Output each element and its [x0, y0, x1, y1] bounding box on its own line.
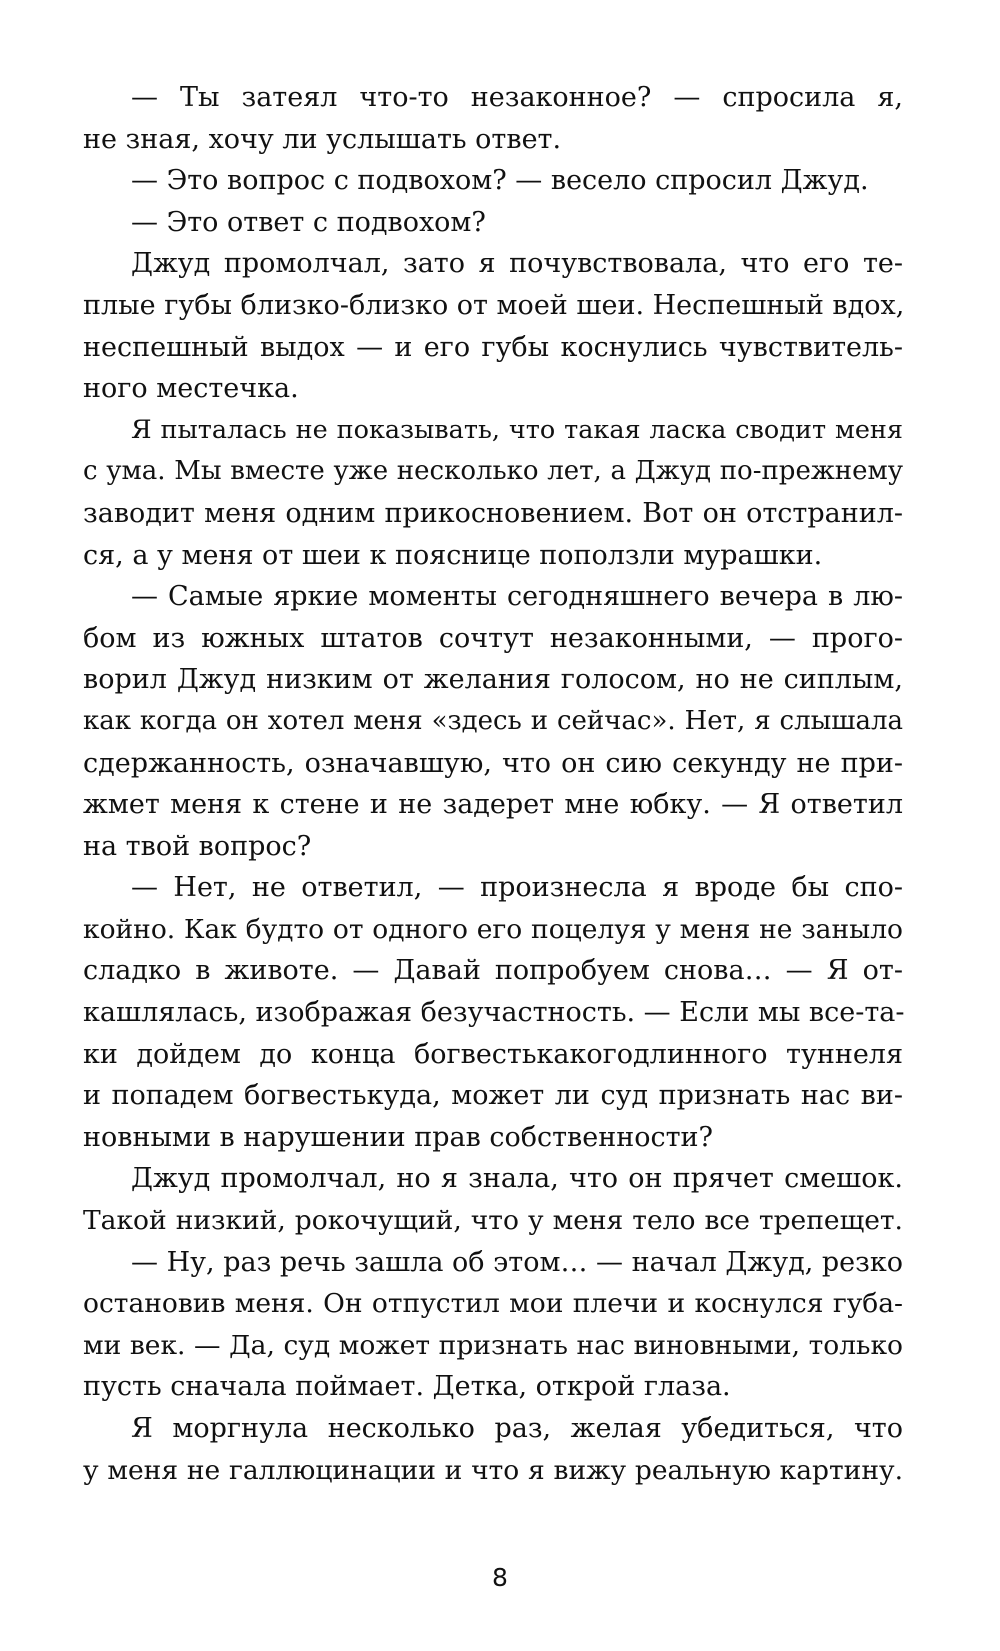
text-line: — Самые яркие моменты сегодняшнего вечера в лю-	[131, 581, 903, 613]
text-line: как когда он хотел меня «здесь и сейчас». Нет, я слышала	[83, 705, 903, 736]
text-line: на твой вопрос?	[83, 830, 312, 862]
text-line: с ума. Мы вместе уже несколько лет, а Джуд по-прежнему	[83, 456, 903, 487]
text-line: Я пыталась не показывать, что такая ласка сводит меня	[131, 414, 903, 445]
text-line: ки дойдем до конца богвестькакогодлинного туннеля	[83, 1038, 903, 1070]
text-line: кашлялась, изображая безучастность. — Если мы все-та-	[83, 997, 905, 1029]
text-line: пусть сначала поймает. Детка, открой глаза.	[83, 1371, 731, 1403]
text-line: и попадем богвестькуда, может ли суд признать нас ви-	[83, 1080, 903, 1112]
text-line: сдержанность, означавшую, что он сию секунду не при-	[83, 747, 903, 779]
body-text	[83, 77, 903, 1491]
text-line: — Ты затеял что-то незаконное? — спросила я,	[131, 82, 903, 113]
text-line: новными в нарушении прав собственности?	[83, 1121, 714, 1153]
page-number: 8	[492, 1563, 508, 1592]
text-line: плые губы близко-близко от моей шеи. Неспешный вдох,	[83, 289, 905, 321]
text-line: Джуд промолчал, зато я почувствовала, что его те-	[131, 248, 903, 280]
text-line: Джуд промолчал, но я знала, что он прячет смешок.	[131, 1163, 903, 1195]
text-line: бом из южных штатов сочтут незаконными, — прого-	[83, 622, 903, 654]
text-line: остановив меня. Он отпустил мои плечи и коснулся губа-	[83, 1288, 903, 1320]
text-line: Я моргнула несколько раз, желая убедиться, что	[131, 1413, 903, 1444]
text-line: ного местечка.	[83, 373, 299, 405]
text-line: — Это ответ с подвохом?	[131, 206, 486, 238]
text-line: ворил Джуд низким от желания голосом, но не сиплым,	[83, 664, 903, 696]
text-line: — Нет, не ответил, — произнесла я вроде бы спо-	[131, 872, 903, 904]
text-line: — Ну, раз речь зашла об этом… — начал Джуд, резко	[131, 1246, 903, 1278]
text-line: ми век. — Да, суд может признать нас виновными, только	[83, 1329, 903, 1361]
text-line: неспешный выдох — и его губы коснулись чувствитель-	[83, 331, 903, 363]
text-line: ся, а у меня от шеи к пояснице поползли мурашки.	[83, 539, 823, 571]
text-line: Такой низкий, рокочущий, что у меня тело все трепещет.	[83, 1205, 903, 1237]
text-line: не зная, хочу ли услышать ответ.	[83, 123, 562, 155]
text-line: у меня не галлюцинации и что я вижу реальную картину.	[83, 1454, 903, 1486]
text-line: сладко в животе. — Давай попробуем снова… — Я от-	[83, 955, 903, 987]
text-line: жмет меня к стене и не задерет мне юбку. — Я ответил	[83, 789, 903, 821]
text-line: заводит меня одним прикосновением. Вот он отстранил-	[83, 497, 903, 529]
text-line: — Это вопрос с подвохом? — весело спросил Джуд.	[131, 165, 869, 197]
text-line: койно. Как будто от одного его поцелуя у меня не заныло	[83, 913, 903, 945]
